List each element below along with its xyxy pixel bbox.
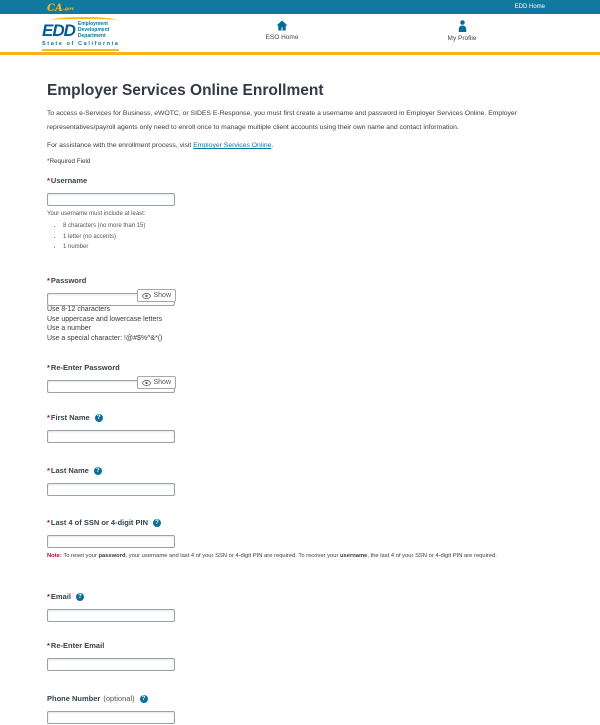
show-password-button[interactable]: Show (137, 289, 176, 302)
nav-eso-home[interactable] (247, 20, 317, 41)
eye-icon (142, 380, 151, 386)
last-name-group (47, 466, 553, 497)
password-rule: Use a number (47, 325, 91, 332)
last-name-label: * Last Name ? (47, 466, 553, 475)
eye-icon (142, 293, 151, 299)
home-icon (276, 20, 288, 31)
assistance-suffix: . (271, 142, 274, 149)
edd-logo[interactable] (42, 17, 119, 51)
ssn-pin-label: * Last 4 of SSN or 4-digit PIN ? (47, 518, 553, 527)
required-asterisk: * (47, 641, 50, 650)
page-title: Employer Services Online Enrollment (47, 82, 324, 99)
government-topbar (0, 0, 600, 14)
ca-gov-logo-main: CA (47, 3, 63, 14)
username-rule: • 1 letter (no accents) (63, 234, 553, 240)
show-reenter-password-button[interactable]: Show (137, 376, 176, 389)
ssn-pin-group (47, 518, 553, 559)
nav-eso-home-label: ESO Home (265, 34, 299, 41)
required-asterisk: * (47, 592, 50, 601)
required-asterisk: * (47, 518, 50, 527)
intro-paragraph: To access e-Services for Business, eWOTC, or SIDES E-Response, you must first create a username and password in Employer Services Online. Employer representatives/payroll agents only need to enroll once to manage multiple client accounts using their own name and contact information. (47, 110, 517, 131)
username-label: * Username (47, 176, 88, 185)
help-icon[interactable]: ? (140, 695, 148, 703)
username-input[interactable] (47, 193, 175, 206)
password-rules (47, 305, 553, 343)
required-field-note: *Required Field (47, 158, 91, 165)
optional-tag: (optional) (103, 694, 135, 703)
edd-state-line: State of California (42, 41, 119, 51)
gold-divider (0, 52, 600, 55)
required-asterisk: * (47, 176, 50, 185)
site-header (0, 14, 600, 52)
username-rule: • 1 number (63, 244, 553, 250)
required-asterisk: * (47, 276, 50, 285)
password-group (47, 276, 553, 343)
required-asterisk: * (47, 413, 50, 422)
last-name-input[interactable] (47, 483, 175, 496)
password-label: * Password (47, 276, 87, 285)
ca-gov-logo-sub: .gov (62, 6, 75, 12)
ssn-pin-input[interactable] (47, 535, 175, 548)
first-name-input[interactable] (47, 430, 175, 443)
password-rule: Use uppercase and lowercase letters (47, 315, 163, 323)
email-label: * Email ? (47, 592, 553, 601)
email-group (47, 592, 553, 623)
reenter-password-group (47, 363, 553, 389)
ssn-pin-note: Note: To reset your password, your username and last 4 of your SSN or 4-digit PIN are required. To recover your username, the last 4 of your SSN or 4-digit PIN are required. (47, 553, 497, 559)
reenter-password-label: * Re-Enter Password (47, 363, 120, 372)
required-asterisk: * (47, 363, 50, 372)
first-name-group (47, 413, 553, 444)
employer-services-online-link[interactable]: Employer Services Online (193, 142, 272, 149)
phone-label: Phone Number (optional) ? (47, 694, 553, 703)
nav-my-profile-label: My Profile (447, 35, 477, 42)
reenter-email-group (47, 641, 553, 672)
phone-group (47, 694, 553, 725)
edd-department-name: Employment Development Department (77, 21, 110, 39)
help-icon[interactable]: ? (76, 593, 84, 601)
password-rule: Use 8-12 characters (47, 306, 111, 313)
edd-home-link[interactable]: EDD Home (514, 4, 545, 10)
help-icon[interactable]: ? (94, 467, 102, 475)
username-group (47, 176, 553, 250)
assistance-line (47, 142, 553, 149)
help-icon[interactable]: ? (153, 519, 161, 527)
profile-icon (457, 20, 468, 32)
username-rules-intro: Your username must include at least: (47, 211, 146, 217)
phone-input[interactable] (47, 711, 175, 724)
enrollment-page (0, 82, 600, 725)
reenter-email-label: * Re-Enter Email (47, 641, 105, 650)
password-rule: Use a special character: !@#$%^&*() (47, 334, 163, 342)
reenter-email-input[interactable] (47, 658, 175, 671)
edd-acronym: EDD (42, 20, 75, 40)
nav-my-profile[interactable] (427, 20, 497, 42)
required-asterisk: * (47, 466, 50, 475)
first-name-label: * First Name ? (47, 413, 553, 422)
email-input[interactable] (47, 609, 175, 622)
username-rules-list (63, 223, 553, 250)
username-rule: • 8 characters (no more than 15) (63, 223, 553, 229)
assistance-prefix: For assistance with the enrollment process, visit (47, 142, 194, 149)
help-icon[interactable]: ? (95, 414, 103, 422)
